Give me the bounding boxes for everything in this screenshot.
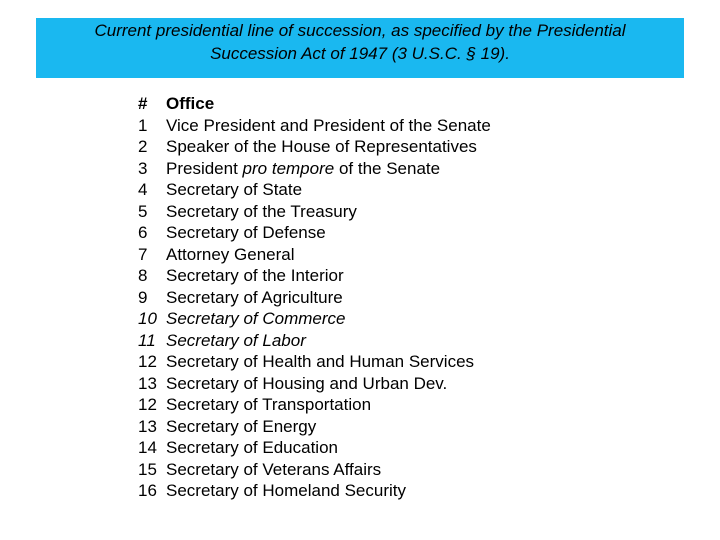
row-number: 11 xyxy=(138,330,156,350)
row-number: 12 xyxy=(138,395,157,414)
table-row xyxy=(138,373,491,395)
table-row xyxy=(138,480,491,502)
row-number: 1 xyxy=(138,115,148,135)
table-row xyxy=(138,115,491,137)
row-office: Secretary of the Interior xyxy=(166,266,344,285)
row-office: Vice President and President of the Senate xyxy=(166,115,491,135)
row-number: 6 xyxy=(138,223,148,242)
row-number: 13 xyxy=(138,416,157,436)
row-number: 7 xyxy=(138,244,148,264)
row-number: 15 xyxy=(138,459,157,479)
row-office: Attorney General xyxy=(166,244,295,264)
row-office-pre: President xyxy=(166,158,243,178)
row-office: Secretary of State xyxy=(166,180,303,199)
table-row xyxy=(138,459,491,481)
row-number: 9 xyxy=(138,287,148,307)
table-row xyxy=(138,244,491,266)
row-office: Secretary of Transportation xyxy=(166,395,372,414)
table-header xyxy=(138,93,491,115)
table-row xyxy=(138,287,491,309)
row-office: Secretary of Energy xyxy=(166,416,317,436)
header-number: # xyxy=(138,94,148,113)
row-number: 4 xyxy=(138,180,148,199)
row-office xyxy=(166,158,440,180)
row-office: Secretary of Housing and Urban Dev. xyxy=(166,373,448,393)
caption-line-1: Current presidential line of succession, as specified by the Presidential xyxy=(94,21,626,40)
table-row xyxy=(138,437,491,459)
row-number: 3 xyxy=(138,158,148,178)
caption-banner xyxy=(36,18,684,78)
row-number: 14 xyxy=(138,438,157,457)
row-number: 5 xyxy=(138,201,148,221)
row-office: Secretary of Homeland Security xyxy=(166,481,406,500)
row-office: Speaker of the House of Representatives xyxy=(166,137,477,156)
row-number: 13 xyxy=(138,373,157,393)
row-number: 12 xyxy=(138,352,157,371)
row-office: Secretary of Health and Human Services xyxy=(166,352,475,371)
table-row xyxy=(138,416,491,438)
row-office-italic: pro tempore xyxy=(242,158,335,178)
table-row xyxy=(138,308,491,330)
row-number: 2 xyxy=(138,137,148,156)
header-office: Office xyxy=(166,94,215,113)
table-row xyxy=(138,265,491,287)
row-number: 10 xyxy=(138,309,157,328)
caption-line-2: Succession Act of 1947 (3 U.S.C. § 19). xyxy=(210,44,510,63)
table-row xyxy=(138,158,491,180)
table-row xyxy=(138,179,491,201)
succession-table xyxy=(138,93,491,502)
row-office: Secretary of Labor xyxy=(166,330,306,350)
row-office: Secretary of Commerce xyxy=(166,309,346,328)
table-row xyxy=(138,222,491,244)
row-office: Secretary of Agriculture xyxy=(166,287,343,307)
table-row xyxy=(138,201,491,223)
row-office: Secretary of the Treasury xyxy=(166,201,357,221)
row-office: Secretary of Defense xyxy=(166,223,326,242)
row-office: Secretary of Education xyxy=(166,438,338,457)
row-office: Secretary of Veterans Affairs xyxy=(166,459,382,479)
table-row xyxy=(138,394,491,416)
table-row xyxy=(138,330,491,352)
table-row xyxy=(138,136,491,158)
table-row xyxy=(138,351,491,373)
row-number: 16 xyxy=(138,481,157,500)
row-number: 8 xyxy=(138,266,148,285)
row-office-post: of the Senate xyxy=(334,158,441,178)
